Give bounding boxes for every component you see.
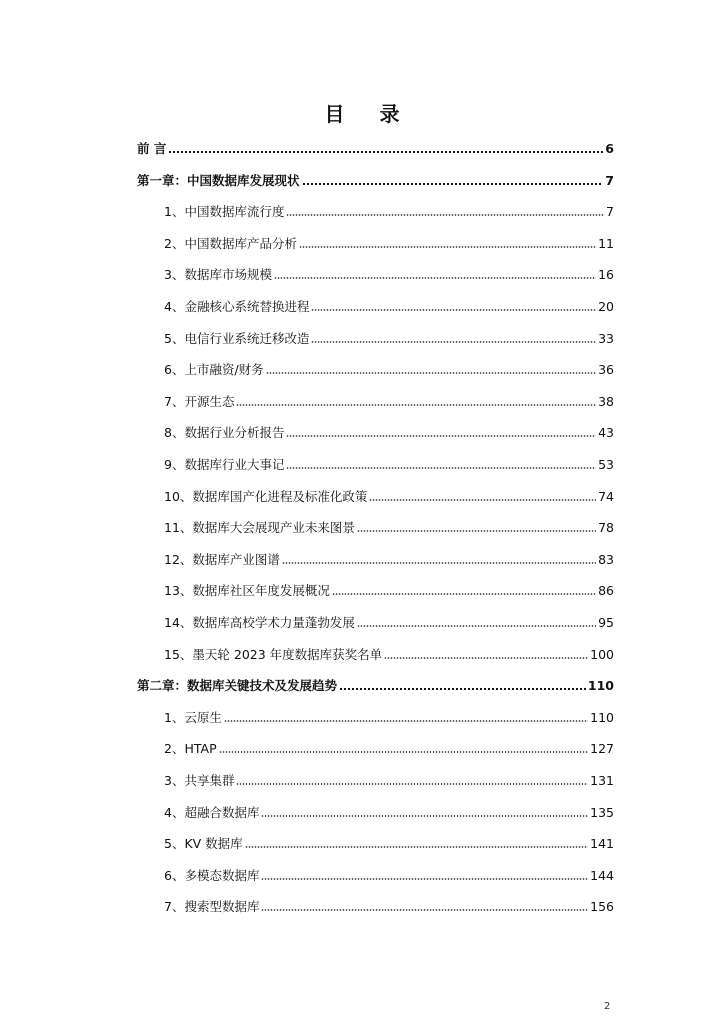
toc-entry-label: 1、云原生 — [164, 710, 222, 725]
toc-entry-label: 7、搜索型数据库 — [164, 899, 260, 914]
toc-entry-label: 14、数据库高校学术力量蓬勃发展 — [164, 615, 355, 630]
toc-entry-label: 1、中国数据库流行度 — [164, 204, 285, 219]
toc-entry-page: 95 — [598, 615, 614, 630]
toc-dot-leader — [286, 434, 596, 438]
toc-entry-label: 6、多模态数据库 — [164, 868, 260, 883]
toc-dot-leader — [236, 782, 588, 786]
toc-entry-page: 144 — [590, 868, 614, 883]
toc-section-entry[interactable] — [164, 516, 614, 536]
toc-entry-label: 6、上市融资/财务 — [164, 362, 264, 377]
toc-dot-leader — [384, 656, 588, 660]
toc-section-entry[interactable] — [164, 895, 614, 915]
toc-dot-leader — [339, 687, 586, 691]
toc-dot-leader — [369, 498, 596, 502]
toc-entry-page: 131 — [590, 773, 614, 788]
toc-section-entry[interactable] — [164, 643, 614, 663]
toc-dot-leader — [311, 308, 596, 312]
toc-section-entry[interactable] — [164, 801, 614, 821]
toc-entry-page: 100 — [590, 647, 614, 662]
toc-entry-page: 53 — [598, 457, 614, 472]
toc-entry-page: 38 — [598, 394, 614, 409]
toc-entry-label: 15、墨天轮 2023 年度数据库获奖名单 — [164, 647, 383, 662]
toc-chapter-entry[interactable] — [137, 674, 614, 694]
toc-section-entry[interactable] — [164, 548, 614, 568]
toc-entry-label: 5、电信行业系统迁移改造 — [164, 331, 310, 346]
toc-dot-leader — [332, 592, 596, 596]
toc-entry-page: 7 — [606, 204, 614, 219]
toc-dot-leader — [261, 814, 588, 818]
toc-dot-leader — [286, 213, 604, 217]
toc-entry-label: 4、金融核心系统替换进程 — [164, 299, 310, 314]
toc-entry-label: 12、数据库产业图谱 — [164, 552, 280, 567]
toc-entry-page: 6 — [605, 141, 614, 156]
toc-entry-page: 33 — [598, 331, 614, 346]
toc-entry-label: 第一章：中国数据库发展现状 — [137, 173, 300, 188]
toc-section-entry[interactable] — [164, 611, 614, 631]
toc-section-entry[interactable] — [164, 200, 614, 220]
toc-dot-leader — [219, 750, 589, 754]
toc-dot-leader — [299, 245, 596, 249]
toc-entry-label: 2、HTAP — [164, 741, 217, 756]
toc-dot-leader — [282, 561, 596, 565]
toc-entry-label: 11、数据库大会展现产业未来图景 — [164, 520, 355, 535]
toc-dot-leader — [245, 845, 588, 849]
page-number: 2 — [604, 1001, 611, 1012]
toc-entry-page: 74 — [598, 489, 614, 504]
toc-section-entry[interactable] — [164, 358, 614, 378]
toc-chapter-entry[interactable] — [137, 137, 614, 157]
toc-entry-label: 前 言 — [137, 141, 167, 156]
toc-entry-page: 83 — [598, 552, 614, 567]
toc-section-entry[interactable] — [164, 832, 614, 852]
toc-section-entry[interactable] — [164, 706, 614, 726]
toc-section-entry[interactable] — [164, 453, 614, 473]
toc-entry-page: 7 — [605, 173, 614, 188]
toc-entry-label: 13、数据库社区年度发展概况 — [164, 583, 330, 598]
toc-entry-label: 7、开源生态 — [164, 394, 235, 409]
toc-chapter-entry[interactable] — [137, 169, 614, 189]
toc-entry-label: 5、KV 数据库 — [164, 836, 243, 851]
toc-entry-page: 127 — [590, 741, 614, 756]
toc-dot-leader — [261, 908, 588, 912]
toc-section-entry[interactable] — [164, 579, 614, 599]
toc-entry-page: 20 — [598, 299, 614, 314]
toc-dot-leader — [357, 624, 596, 628]
toc-entry-page: 78 — [598, 520, 614, 535]
toc-dot-leader — [168, 150, 603, 154]
toc-entry-page: 43 — [598, 425, 614, 440]
toc-section-entry[interactable] — [164, 485, 614, 505]
toc-entry-label: 10、数据库国产化进程及标准化政策 — [164, 489, 368, 504]
toc-dot-leader — [286, 466, 596, 470]
toc-section-entry[interactable] — [164, 263, 614, 283]
toc-section-entry[interactable] — [164, 737, 614, 757]
toc-section-entry[interactable] — [164, 390, 614, 410]
toc-entry-page: 36 — [598, 362, 614, 377]
toc-entry-label: 第二章：数据库关键技术及发展趋势 — [137, 678, 338, 693]
toc-dot-leader — [274, 276, 596, 280]
toc-dot-leader — [357, 529, 596, 533]
toc-entry-page: 110 — [587, 678, 614, 693]
toc-section-entry[interactable] — [164, 421, 614, 441]
toc-section-entry[interactable] — [164, 327, 614, 347]
toc-entry-page: 156 — [590, 899, 614, 914]
toc-entry-page: 141 — [590, 836, 614, 851]
toc-entry-label: 9、数据库行业大事记 — [164, 457, 285, 472]
toc-dot-leader — [266, 371, 596, 375]
toc-entry-label: 2、中国数据库产品分析 — [164, 236, 297, 251]
toc-section-entry[interactable] — [164, 864, 614, 884]
toc-entry-label: 3、共享集群 — [164, 773, 235, 788]
toc-entry-page: 11 — [598, 236, 614, 251]
toc-entry-page: 16 — [598, 267, 614, 282]
toc-entry-page: 86 — [598, 583, 614, 598]
toc-section-entry[interactable] — [164, 232, 614, 252]
toc-entry-label: 8、数据行业分析报告 — [164, 425, 285, 440]
toc-section-entry[interactable] — [164, 295, 614, 315]
toc-dot-leader — [224, 719, 588, 723]
toc-dot-leader — [302, 182, 604, 186]
toc-dot-leader — [261, 877, 588, 881]
toc-dot-leader — [236, 403, 596, 407]
toc-entry-page: 135 — [590, 805, 614, 820]
toc-entry-page: 110 — [590, 710, 614, 725]
toc-entry-label: 3、数据库市场规模 — [164, 267, 272, 282]
toc-section-entry[interactable] — [164, 769, 614, 789]
page-title: 目 录 — [324, 102, 414, 126]
toc-dot-leader — [311, 340, 596, 344]
toc-entry-label: 4、超融合数据库 — [164, 805, 260, 820]
